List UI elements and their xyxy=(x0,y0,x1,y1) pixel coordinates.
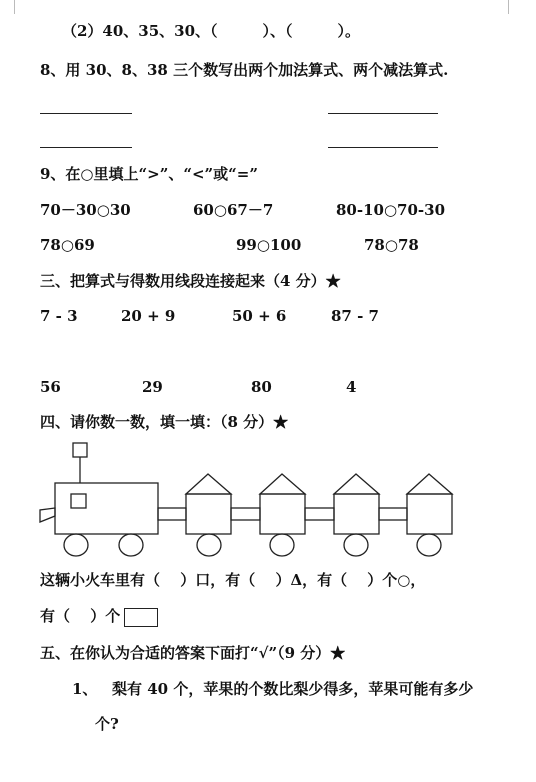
expression[interactable]: 20 + 9 xyxy=(121,307,176,325)
q8-text: 8、用 30、8、38 三个数写出两个加法算式、两个减法算式. xyxy=(40,61,449,79)
compare-item[interactable]: 99○100 xyxy=(236,236,302,254)
car-roof-triangle xyxy=(186,474,231,494)
car-roof-triangle xyxy=(407,474,452,494)
car-body xyxy=(334,494,379,534)
expression[interactable]: 7 - 3 xyxy=(40,307,78,325)
answer-blank-3[interactable] xyxy=(40,147,132,148)
train-illustration xyxy=(0,436,536,564)
car-roof-triangle xyxy=(260,474,305,494)
wheel-circle xyxy=(417,534,441,556)
chimney-square xyxy=(73,443,87,457)
compare-item[interactable]: 70－30○30 xyxy=(40,201,131,219)
wheel-circle xyxy=(344,534,368,556)
coupling xyxy=(379,508,407,520)
compare-item[interactable]: 78○78 xyxy=(364,236,419,254)
section5-title: 五、在你认为合适的答案下面打“√”（9 分）★ xyxy=(40,644,346,662)
wheel-circle xyxy=(119,534,143,556)
result[interactable]: 4 xyxy=(346,378,357,396)
engine-window xyxy=(71,494,86,508)
answer-blank-4[interactable] xyxy=(328,147,438,148)
section3-title: 三、把算式与得数用线段连接起来（4 分）★ xyxy=(40,272,341,290)
coupling xyxy=(158,508,186,520)
result[interactable]: 29 xyxy=(142,378,163,396)
rectangle-icon xyxy=(124,608,158,627)
section4-title: 四、请你数一数，填一填：（8 分）★ xyxy=(40,413,289,431)
coupling xyxy=(231,508,260,520)
section4-line2-text: 有（ ）个 xyxy=(40,607,121,625)
page-corner-top-left xyxy=(0,0,15,14)
expression[interactable]: 87 - 7 xyxy=(331,307,379,325)
section4-line1: 这辆小火车里有（ ）口，有（ ）Δ，有（ ）个○， xyxy=(40,571,426,589)
compare-item[interactable]: 78○69 xyxy=(40,236,95,254)
item-text: 梨有 40 个，苹果的个数比梨少得多，苹果可能有多少 xyxy=(112,680,474,698)
result[interactable]: 56 xyxy=(40,378,61,396)
page-corner-top-right xyxy=(508,0,523,14)
coupling xyxy=(305,508,334,520)
expression[interactable]: 50 + 6 xyxy=(232,307,287,325)
item-text-cont: 个? xyxy=(95,715,119,733)
q7-part2: （2）40、35、30、（ ）、（ ）。 xyxy=(62,22,361,40)
car-roof-triangle xyxy=(334,474,379,494)
answer-blank-1[interactable] xyxy=(40,113,132,114)
compare-item[interactable]: 60○67－7 xyxy=(193,201,274,219)
engine-front-triangle xyxy=(40,508,55,522)
answer-blank-2[interactable] xyxy=(328,113,438,114)
wheel-circle xyxy=(270,534,294,556)
wheel-circle xyxy=(197,534,221,556)
result[interactable]: 80 xyxy=(251,378,272,396)
car-body xyxy=(186,494,231,534)
compare-item[interactable]: 80-10○70-30 xyxy=(336,201,446,219)
item-number: 1、 xyxy=(72,680,98,698)
car-body xyxy=(407,494,452,534)
q9-title: 9、在○里填上“>”、“<”或“=” xyxy=(40,165,258,183)
section4-line2 xyxy=(40,606,158,627)
wheel-circle xyxy=(64,534,88,556)
car-body xyxy=(260,494,305,534)
